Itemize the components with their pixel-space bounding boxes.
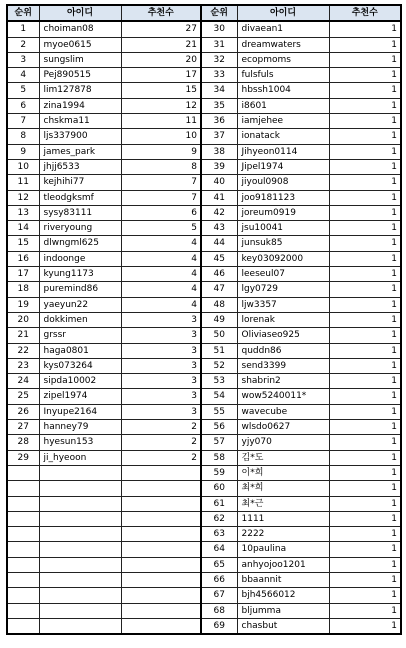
count-cell: 3 [121,358,201,373]
table-row [7,389,401,404]
rank-cell: 65 [201,557,237,572]
count-cell: 1 [329,282,401,297]
count-cell: 5 [121,221,201,236]
count-cell: 1 [329,389,401,404]
table-row [7,236,401,251]
count-cell: 1 [329,542,401,557]
id-cell: 김*도 [237,450,329,465]
rank-cell: 32 [201,52,237,67]
rank-cell: 13 [7,205,39,220]
id-cell: dlwngml625 [39,236,121,251]
table-row [7,481,401,496]
rank-cell: 36 [201,114,237,129]
rank-cell: 29 [7,450,39,465]
id-cell [39,618,121,634]
id-cell: i8601 [237,98,329,113]
id-cell: jiyoul0908 [237,175,329,190]
count-cell: 1 [329,83,401,98]
rank-cell: 19 [7,297,39,312]
id-cell: chskma11 [39,114,121,129]
rank-cell: 3 [7,52,39,67]
count-cell: 1 [329,450,401,465]
count-cell: 9 [121,144,201,159]
rank-cell: 21 [7,328,39,343]
id-cell: kyung1173 [39,267,121,282]
rank-cell: 63 [201,527,237,542]
count-cell: 1 [329,236,401,251]
table-row [7,21,401,37]
id-cell: wow5240011* [237,389,329,404]
rank-cell: 57 [201,435,237,450]
count-cell: 17 [121,68,201,83]
count-cell: 4 [121,236,201,251]
rank-cell: 28 [7,435,39,450]
count-cell: 1 [329,358,401,373]
id-cell: quddn86 [237,343,329,358]
count-cell: 1 [329,297,401,312]
id-cell: zina1994 [39,98,121,113]
id-cell: wavecube [237,404,329,419]
count-cell: 11 [121,114,201,129]
count-cell: 1 [329,404,401,419]
count-cell: 1 [329,557,401,572]
count-cell [121,542,201,557]
count-cell: 3 [121,328,201,343]
rank-cell: 56 [201,420,237,435]
rank-cell: 59 [201,465,237,480]
count-cell: 1 [329,527,401,542]
count-cell: 1 [329,221,401,236]
id-cell: Jihyeon0114 [237,144,329,159]
table-row [7,297,401,312]
id-cell: sysy83111 [39,205,121,220]
id-cell: riveryoung [39,221,121,236]
header-count-left: 추천수 [121,5,201,21]
id-cell: chasbut [237,618,329,634]
id-cell [39,572,121,587]
id-cell: Inyupe2164 [39,404,121,419]
id-cell: 1111 [237,511,329,526]
id-cell: yjy070 [237,435,329,450]
rank-cell [7,603,39,618]
rank-cell: 55 [201,404,237,419]
id-cell: jsu10041 [237,221,329,236]
id-cell: wlsdo0627 [237,420,329,435]
id-cell: lgy0729 [237,282,329,297]
count-cell: 1 [329,205,401,220]
table-row [7,267,401,282]
count-cell: 4 [121,297,201,312]
table-row [7,190,401,205]
count-cell: 1 [329,481,401,496]
count-cell: 8 [121,159,201,174]
count-cell [121,557,201,572]
id-cell: 10paulina [237,542,329,557]
rank-cell: 24 [7,374,39,389]
count-cell [121,511,201,526]
table-row [7,358,401,373]
rank-cell: 46 [201,267,237,282]
count-cell: 7 [121,190,201,205]
rank-cell: 7 [7,114,39,129]
rank-cell: 53 [201,374,237,389]
count-cell: 21 [121,37,201,52]
rank-cell: 60 [201,481,237,496]
rank-cell: 35 [201,98,237,113]
rank-cell: 31 [201,37,237,52]
rank-cell: 6 [7,98,39,113]
ranking-sheet [6,4,402,635]
count-cell: 1 [329,618,401,634]
rank-cell: 49 [201,312,237,327]
id-cell: lorenak [237,312,329,327]
rank-cell: 50 [201,328,237,343]
count-cell: 1 [329,129,401,144]
id-cell: grssr [39,328,121,343]
count-cell: 1 [329,343,401,358]
table-row [7,98,401,113]
rank-cell: 17 [7,267,39,282]
header-rank-left: 순위 [7,5,39,21]
id-cell: sipda10002 [39,374,121,389]
rank-cell: 38 [201,144,237,159]
id-cell: jhjj6533 [39,159,121,174]
rank-cell: 1 [7,21,39,37]
rank-cell: 69 [201,618,237,634]
id-cell [39,481,121,496]
id-cell: yaeyun22 [39,297,121,312]
id-cell: bljumma [237,603,329,618]
count-cell: 4 [121,282,201,297]
table-row [7,420,401,435]
table-row [7,450,401,465]
id-cell [39,557,121,572]
id-cell: leeseul07 [237,267,329,282]
rank-cell: 47 [201,282,237,297]
id-cell: bjh4566012 [237,588,329,603]
rank-cell: 26 [7,404,39,419]
count-cell: 1 [329,98,401,113]
rank-cell [7,481,39,496]
table-row [7,205,401,220]
id-cell [39,496,121,511]
rank-cell: 68 [201,603,237,618]
id-cell: hbssh1004 [237,83,329,98]
rank-cell: 23 [7,358,39,373]
rank-cell: 40 [201,175,237,190]
table-row [7,282,401,297]
rank-cell: 30 [201,21,237,37]
rank-cell: 39 [201,159,237,174]
rank-cell [7,588,39,603]
id-cell [39,527,121,542]
rank-cell: 22 [7,343,39,358]
count-cell: 27 [121,21,201,37]
table-row [7,511,401,526]
table-row [7,343,401,358]
table-row [7,527,401,542]
table-row [7,465,401,480]
count-cell: 1 [329,374,401,389]
count-cell: 6 [121,205,201,220]
table-row [7,328,401,343]
id-cell: fulsfuls [237,68,329,83]
id-cell: ljs337900 [39,129,121,144]
rank-cell [7,511,39,526]
id-cell: Pej890515 [39,68,121,83]
table-row [7,557,401,572]
table-row [7,404,401,419]
count-cell: 15 [121,83,201,98]
id-cell [39,588,121,603]
table-row [7,588,401,603]
rank-cell: 8 [7,129,39,144]
header-id-left: 아이디 [39,5,121,21]
rank-cell: 2 [7,37,39,52]
id-cell: puremind86 [39,282,121,297]
rank-cell: 27 [7,420,39,435]
count-cell: 7 [121,175,201,190]
rank-cell: 51 [201,343,237,358]
table-row [7,542,401,557]
rank-cell: 62 [201,511,237,526]
table-row [7,603,401,618]
count-cell: 1 [329,603,401,618]
count-cell: 1 [329,588,401,603]
rank-cell: 44 [201,236,237,251]
rank-cell [7,618,39,634]
rank-cell: 5 [7,83,39,98]
id-cell [39,465,121,480]
count-cell [121,603,201,618]
id-cell: key03092000 [237,251,329,266]
rank-cell: 10 [7,159,39,174]
count-cell: 1 [329,328,401,343]
table-row [7,435,401,450]
count-cell: 1 [329,68,401,83]
id-cell: shabrin2 [237,374,329,389]
count-cell: 3 [121,389,201,404]
count-cell: 3 [121,312,201,327]
rank-cell: 43 [201,221,237,236]
rank-cell: 16 [7,251,39,266]
rank-cell: 67 [201,588,237,603]
id-cell: lim127878 [39,83,121,98]
table-row [7,68,401,83]
rank-cell: 18 [7,282,39,297]
id-cell: hanney79 [39,420,121,435]
id-cell: bbaannit [237,572,329,587]
table-row [7,83,401,98]
rank-cell [7,572,39,587]
count-cell: 2 [121,450,201,465]
id-cell: ecopmoms [237,52,329,67]
rank-cell: 11 [7,175,39,190]
table-row [7,129,401,144]
table-row [7,144,401,159]
rank-cell: 37 [201,129,237,144]
count-cell [121,588,201,603]
header-count-right: 추천수 [329,5,401,21]
id-cell: joreum0919 [237,205,329,220]
table-row [7,374,401,389]
id-cell [39,511,121,526]
rank-cell: 34 [201,83,237,98]
ranking-table [6,4,402,635]
rank-cell: 45 [201,251,237,266]
id-cell: myoe0615 [39,37,121,52]
rank-cell: 58 [201,450,237,465]
table-row [7,114,401,129]
id-cell: send3399 [237,358,329,373]
count-cell: 4 [121,267,201,282]
id-cell: zipel1974 [39,389,121,404]
id-cell: anhyojoo1201 [237,557,329,572]
count-cell [121,496,201,511]
count-cell: 1 [329,175,401,190]
table-row [7,175,401,190]
table-row [7,496,401,511]
count-cell: 3 [121,404,201,419]
rank-cell: 66 [201,572,237,587]
rank-cell [7,557,39,572]
rank-cell [7,527,39,542]
rank-cell: 14 [7,221,39,236]
count-cell [121,527,201,542]
id-cell: ionatack [237,129,329,144]
count-cell: 1 [329,190,401,205]
id-cell: junsuk85 [237,236,329,251]
rank-cell: 64 [201,542,237,557]
id-cell: hyesun153 [39,435,121,450]
id-cell: kys073264 [39,358,121,373]
table-row [7,52,401,67]
id-cell: ljw3357 [237,297,329,312]
table-row [7,312,401,327]
id-cell: 이*희 [237,465,329,480]
id-cell: 2222 [237,527,329,542]
rank-cell: 9 [7,144,39,159]
count-cell: 1 [329,251,401,266]
id-cell [39,542,121,557]
id-cell: sungslim [39,52,121,67]
id-cell: kejhihi77 [39,175,121,190]
count-cell: 1 [329,465,401,480]
id-cell: 최*희 [237,481,329,496]
table-row [7,251,401,266]
count-cell: 2 [121,435,201,450]
count-cell: 3 [121,343,201,358]
count-cell: 1 [329,21,401,37]
count-cell [121,465,201,480]
id-cell: choiman08 [39,21,121,37]
rank-cell: 4 [7,68,39,83]
count-cell: 1 [329,267,401,282]
rank-cell: 15 [7,236,39,251]
table-row [7,159,401,174]
id-cell: james_park [39,144,121,159]
count-cell: 1 [329,144,401,159]
id-cell: Jipel1974 [237,159,329,174]
id-cell: divaean1 [237,21,329,37]
id-cell: indoonge [39,251,121,266]
rank-cell [7,496,39,511]
count-cell: 1 [329,511,401,526]
id-cell: dokkimen [39,312,121,327]
rank-cell [7,465,39,480]
count-cell: 1 [329,435,401,450]
count-cell: 3 [121,374,201,389]
count-cell: 1 [329,496,401,511]
rank-cell: 12 [7,190,39,205]
count-cell: 20 [121,52,201,67]
count-cell: 1 [329,37,401,52]
id-cell: ji_hyeoon [39,450,121,465]
header-id-right: 아이디 [237,5,329,21]
count-cell: 1 [329,572,401,587]
id-cell: iamjehee [237,114,329,129]
rank-cell: 61 [201,496,237,511]
count-cell: 1 [329,52,401,67]
rank-cell: 25 [7,389,39,404]
count-cell: 2 [121,420,201,435]
count-cell: 1 [329,114,401,129]
rank-cell: 33 [201,68,237,83]
table-row [7,221,401,236]
table-row [7,37,401,52]
header-rank-right: 순위 [201,5,237,21]
header-row [7,5,401,21]
rank-cell [7,542,39,557]
rank-cell: 41 [201,190,237,205]
id-cell [39,603,121,618]
rank-cell: 20 [7,312,39,327]
count-cell: 1 [329,312,401,327]
rank-cell: 52 [201,358,237,373]
rank-cell: 54 [201,389,237,404]
rank-cell: 48 [201,297,237,312]
id-cell: dreamwaters [237,37,329,52]
count-cell: 1 [329,420,401,435]
id-cell: joo9181123 [237,190,329,205]
count-cell: 12 [121,98,201,113]
rank-cell: 42 [201,205,237,220]
count-cell [121,481,201,496]
count-cell [121,572,201,587]
count-cell: 4 [121,251,201,266]
count-cell: 10 [121,129,201,144]
id-cell: Oliviaseo925 [237,328,329,343]
id-cell: 최*근 [237,496,329,511]
id-cell: haga0801 [39,343,121,358]
id-cell: tleodgksmf [39,190,121,205]
count-cell [121,618,201,634]
table-row [7,572,401,587]
table-row [7,618,401,634]
count-cell: 1 [329,159,401,174]
